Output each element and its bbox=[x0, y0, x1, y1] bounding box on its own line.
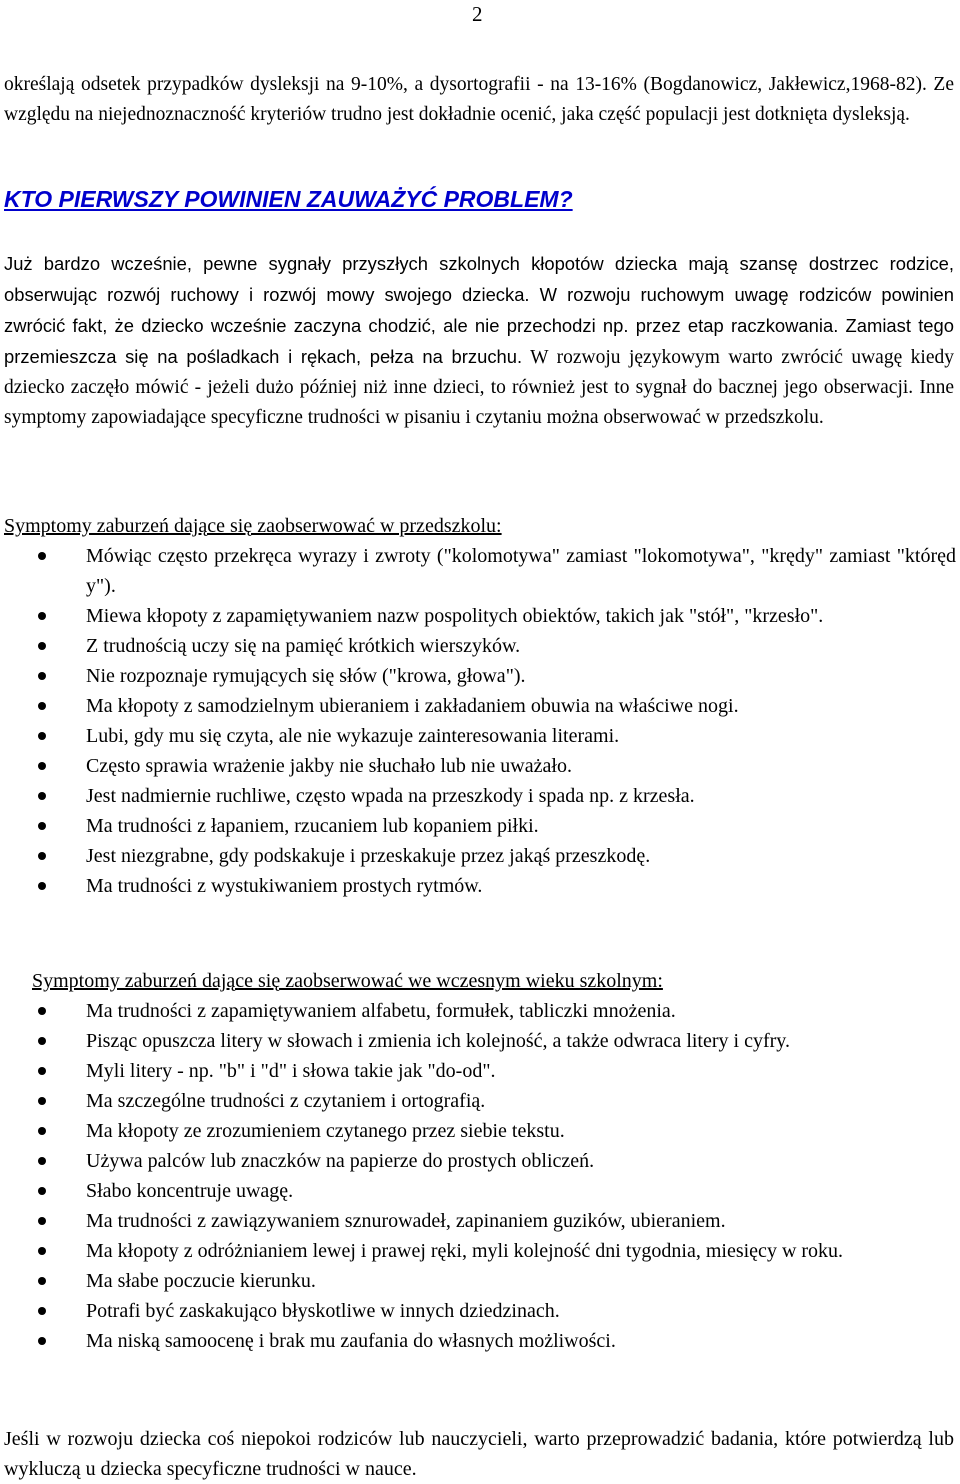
bullet-icon bbox=[38, 1187, 46, 1195]
body-paragraph bbox=[4, 249, 954, 433]
bullet-icon bbox=[38, 1157, 46, 1165]
bullet-icon bbox=[38, 822, 46, 830]
bullet-icon bbox=[38, 1247, 46, 1255]
list-item: Ma trudności z zawiązywaniem sznurowadeł, zapinaniem guzików, ubieraniem. bbox=[0, 1206, 956, 1236]
bullet-icon bbox=[38, 1217, 46, 1225]
bullet-icon bbox=[38, 732, 46, 740]
list-item: Z trudnością uczy się na pamięć krótkich wierszyków. bbox=[0, 631, 956, 661]
body-text-sans: Już bardzo wcześnie, pewne sygnały przyszłych szkolnych kłopotów dziecka mają szansę dostrzec rodzice, obserwując rozwój ruchowy i rozwój mowy swojego dziecka. W rozwoju ruchowym uwagę rodziców powinien zwrócić fakt, że dziecko wcześnie zaczyna chodzić, ale nie przechodzi np. przez etap raczkowania. Zamiast tego przemieszcza się na pośladkach i rękach, pełza na brzuchu. bbox=[4, 253, 954, 367]
list-item: Ma kłopoty ze zrozumieniem czytanego przez siebie tekstu. bbox=[0, 1116, 956, 1146]
list-item: Ma szczególne trudności z czytaniem i ortografią. bbox=[0, 1086, 956, 1116]
intro-paragraph: określają odsetek przypadków dysleksji na 9-10%, a dysortografii - na 13-16% (Bogdanowicz, Jakłewicz,1968-82). Ze względu na niejednoznaczność kryteriów trudno jest dokładnie ocenić, jaka część populacji jest dotknięta dysleksją. bbox=[4, 74, 954, 125]
school-symptoms-list bbox=[0, 996, 956, 1356]
bullet-icon bbox=[38, 1097, 46, 1105]
bullet-icon bbox=[38, 1307, 46, 1315]
preschool-symptoms-list bbox=[0, 541, 956, 901]
bullet-icon bbox=[38, 1277, 46, 1285]
list-item: Nie rozpoznaje rymujących się słów ("krowa, głowa"). bbox=[0, 661, 956, 691]
list-item: Ma kłopoty z odróżnianiem lewej i prawej ręki, myli kolejność dni tygodnia, miesięcy w roku. bbox=[0, 1236, 956, 1266]
body-text-serif: W rozwoju językowym warto zwrócić uwagę kiedy dziecko zaczęło mówić - jeżeli dużo później niż inne dzieci, to również jest to sygnał do bacznej jego obserwacji. Inne symptomy zapowiadające specyficzne trudności w pisaniu i czytaniu można obserwować w przedszkolu. bbox=[4, 347, 954, 428]
list-item: Często sprawia wrażenie jakby nie słuchało lub nie uważało. bbox=[0, 751, 956, 781]
list-item: Lubi, gdy mu się czyta, ale nie wykazuje zainteresowania literami. bbox=[0, 721, 956, 751]
bullet-icon bbox=[38, 1037, 46, 1045]
bullet-icon bbox=[38, 852, 46, 860]
bullet-icon bbox=[38, 1337, 46, 1345]
preschool-symptoms-title: Symptomy zaburzeń dające się zaobserwować w przedszkolu: bbox=[4, 515, 502, 537]
list-item: Miewa kłopoty z zapamiętywaniem nazw pospolitych obiektów, takich jak "stół", "krzesło". bbox=[0, 601, 956, 631]
list-item: Potrafi być zaskakująco błyskotliwe w innych dziedzinach. bbox=[0, 1296, 956, 1326]
list-item: Ma słabe poczucie kierunku. bbox=[0, 1266, 956, 1296]
school-symptoms-title: Symptomy zaburzeń dające się zaobserwować we wczesnym wieku szkolnym: bbox=[32, 970, 663, 992]
list-item: Myli litery - np. "b" i "d" i słowa takie jak "do-od". bbox=[0, 1056, 956, 1086]
list-item: Ma trudności z zapamiętywaniem alfabetu, formułek, tabliczki mnożenia. bbox=[0, 996, 956, 1026]
bullet-icon bbox=[38, 1067, 46, 1075]
bullet-icon bbox=[38, 702, 46, 710]
bullet-icon bbox=[38, 552, 46, 560]
list-item: Jest niezgrabne, gdy podskakuje i przeskakuje przez jakąś przeszkodę. bbox=[0, 841, 956, 871]
bullet-icon bbox=[38, 762, 46, 770]
list-item: Ma kłopoty z samodzielnym ubieraniem i zakładaniem obuwia na właściwe nogi. bbox=[0, 691, 956, 721]
list-item: Używa palców lub znaczków na papierze do prostych obliczeń. bbox=[0, 1146, 956, 1176]
closing-paragraph: Jeśli w rozwoju dziecka coś niepokoi rodziców lub nauczycieli, warto przeprowadzić badania, które potwierdzą lub wykluczą u dziecka specyficzne trudności w nauce. bbox=[4, 1428, 954, 1480]
bullet-icon bbox=[38, 672, 46, 680]
page-number: 2 bbox=[472, 2, 483, 26]
list-item: Jest nadmiernie ruchliwe, często wpada na przeszkody i spada np. z krzesła. bbox=[0, 781, 956, 811]
bullet-icon bbox=[38, 1127, 46, 1135]
bullet-icon bbox=[38, 1007, 46, 1015]
list-item: Ma trudności z łapaniem, rzucaniem lub kopaniem piłki. bbox=[0, 811, 956, 841]
list-item: Słabo koncentruje uwagę. bbox=[0, 1176, 956, 1206]
section-heading: KTO PIERWSZY POWINIEN ZAUWAŻYĆ PROBLEM? bbox=[4, 186, 573, 212]
bullet-icon bbox=[38, 792, 46, 800]
bullet-icon bbox=[38, 642, 46, 650]
bullet-icon bbox=[38, 882, 46, 890]
bullet-icon bbox=[38, 612, 46, 620]
list-item: Mówiąc często przekręca wyrazy i zwroty ("kolomotywa" zamiast "lokomotywa", "krędy" zamiast "któręd y"). bbox=[0, 541, 956, 601]
list-item: Ma trudności z wystukiwaniem prostych rytmów. bbox=[0, 871, 956, 901]
list-item: Pisząc opuszcza litery w słowach i zmienia ich kolejność, a także odwraca litery i cyfry. bbox=[0, 1026, 956, 1056]
list-item: Ma niską samoocenę i brak mu zaufania do własnych możliwości. bbox=[0, 1326, 956, 1356]
